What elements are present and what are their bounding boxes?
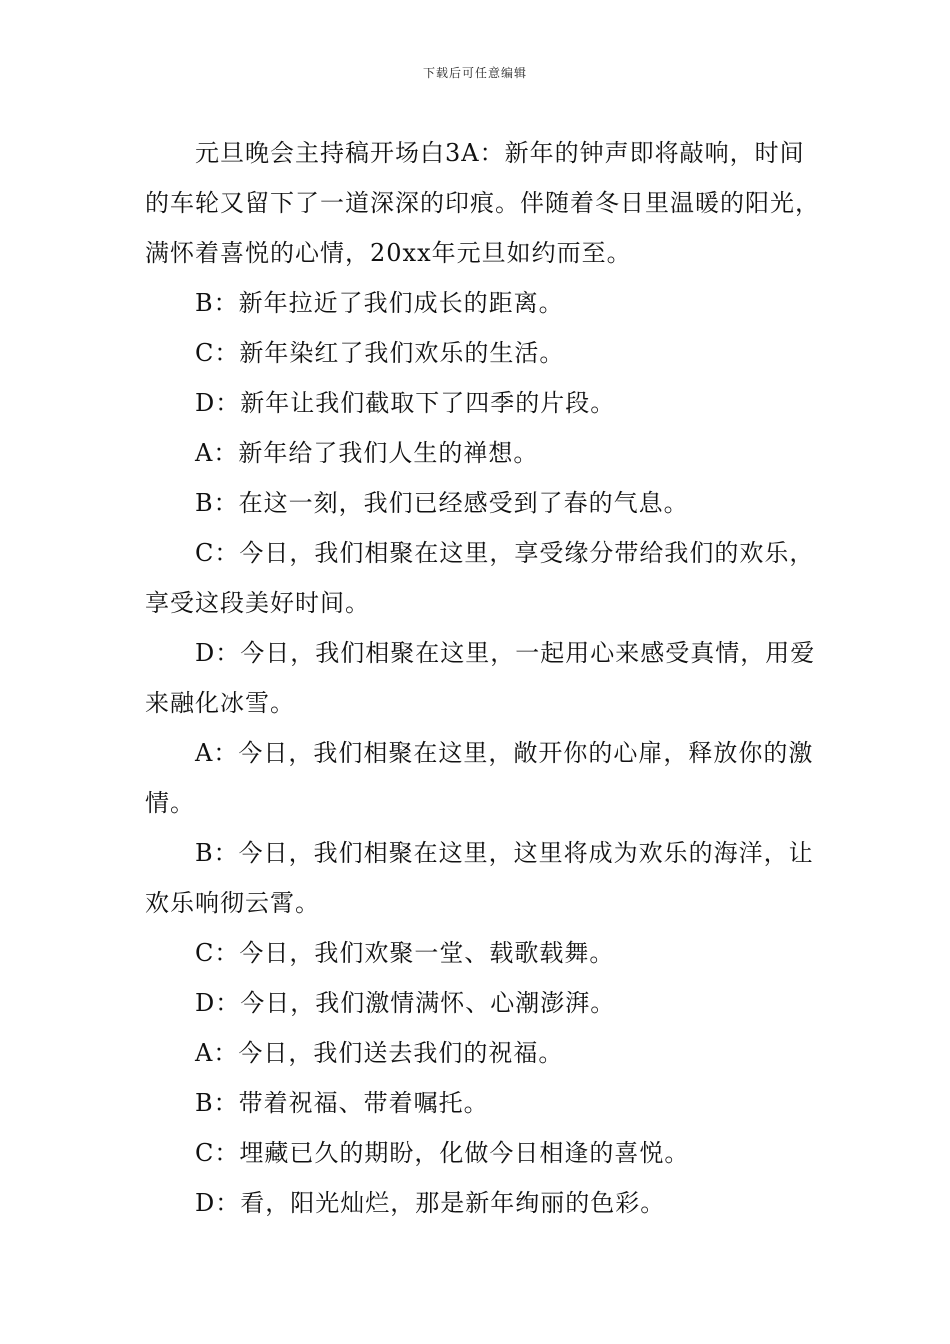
paragraph: D：今日，我们激情满怀、心潮澎湃。: [195, 989, 616, 1017]
document-body: [145, 128, 825, 1228]
paragraph: B：今日，我们相聚在这里，这里将成为欢乐的海洋，让欢乐响彻云霄。: [145, 839, 814, 917]
paragraph: C：今日，我们欢聚一堂、载歌载舞。: [195, 939, 615, 967]
paragraph: D：新年让我们截取下了四季的片段。: [195, 389, 616, 417]
paragraph: A：今日，我们送去我们的祝福。: [195, 1039, 564, 1067]
paragraph-opening: 元旦晚会主持稿开场白3A：新年的钟声即将敲响，时间的车轮又留下了一道深深的印痕。伴随着冬日里温暖的阳光，满怀着喜悦的心情，20xx年元旦如约而至。: [145, 139, 820, 267]
paragraph: A：今日，我们相聚在这里，敞开你的心扉，释放你的激情。: [145, 739, 814, 817]
paragraph: A：新年给了我们人生的禅想。: [195, 439, 539, 467]
paragraph: B：带着祝福、带着嘱托。: [195, 1089, 489, 1117]
paragraph: B：新年拉近了我们成长的距离。: [195, 289, 564, 317]
paragraph: B：在这一刻，我们已经感受到了春的气息。: [195, 489, 689, 517]
paragraph: D：今日，我们相聚在这里，一起用心来感受真情，用爱来融化冰雪。: [145, 639, 816, 717]
paragraph: C：新年染红了我们欢乐的生活。: [195, 339, 565, 367]
paragraph: D：看，阳光灿烂，那是新年绚丽的色彩。: [195, 1189, 666, 1217]
paragraph: C：今日，我们相聚在这里，享受缘分带给我们的欢乐，享受这段美好时间。: [145, 539, 815, 617]
paragraph: C：埋藏已久的期盼，化做今日相逢的喜悦。: [195, 1139, 690, 1167]
header-note: 下载后可任意编辑: [422, 66, 527, 80]
